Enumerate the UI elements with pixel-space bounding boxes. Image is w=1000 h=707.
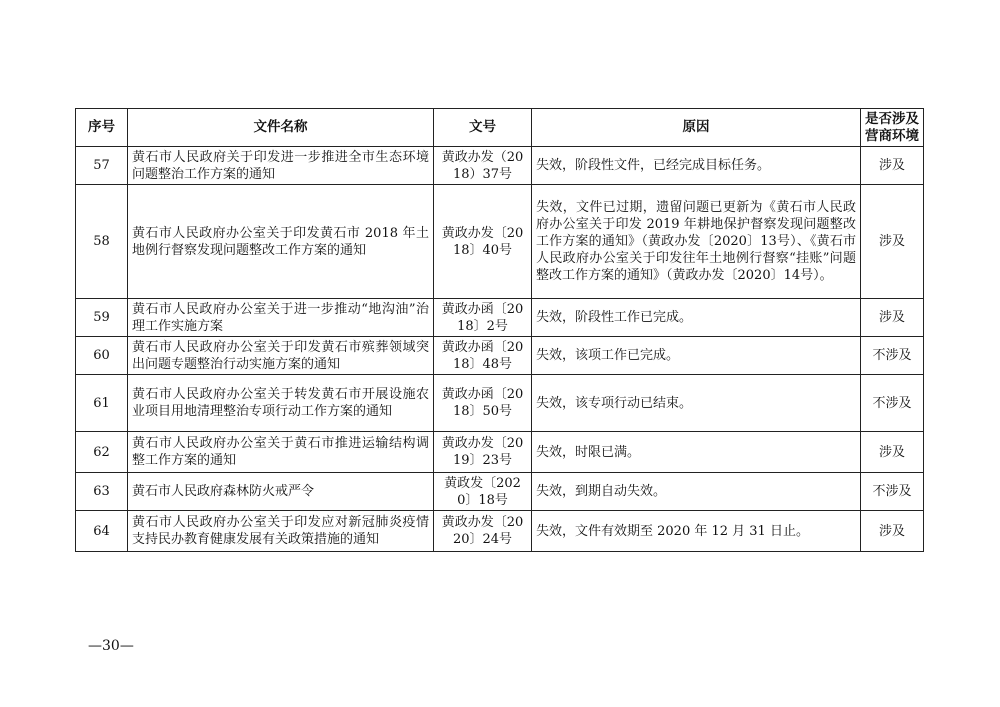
row-doc-no: 黄政办发〔2020〕24号 (434, 511, 532, 552)
row-no: 64 (76, 511, 128, 552)
table-row (76, 337, 924, 375)
document-table (75, 108, 924, 552)
row-env: 涉及 (861, 147, 924, 185)
row-reason: 失效，文件有效期至 2020 年 12 月 31 日止。 (532, 511, 861, 552)
table-row (76, 299, 924, 337)
row-env: 涉及 (861, 299, 924, 337)
header-env: 是否涉及营商环境 (861, 109, 924, 147)
row-name: 黄石市人民政府办公室关于印发应对新冠肺炎疫情支持民办教育健康发展有关政策措施的通知 (128, 511, 434, 552)
row-doc-no: 黄政办发（2018）37号 (434, 147, 532, 185)
row-no: 63 (76, 473, 128, 511)
row-name: 黄石市人民政府办公室关于进一步推动“地沟油”治理工作实施方案 (128, 299, 434, 337)
row-doc-no: 黄政办发〔2019〕23号 (434, 432, 532, 473)
row-name: 黄石市人民政府关于印发进一步推进全市生态环境问题整治工作方案的通知 (128, 147, 434, 185)
row-reason: 失效，时限已满。 (532, 432, 861, 473)
table-row (76, 375, 924, 432)
row-doc-no: 黄政办函〔2018〕2号 (434, 299, 532, 337)
row-reason: 失效，文件已过期，遗留问题已更新为《黄石市人民政府办公室关于印发 2019 年耕地保护督察发现问题整改工作方案的通知》（黄政办发〔2020〕13号）、《黄石市人民政府办公室关于印发往年土地例行督察“挂账”问题整改工作方案的通知》（黄政办发〔2020〕14号）。 (532, 185, 861, 299)
header-reason: 原因 (532, 109, 861, 147)
header-name: 文件名称 (128, 109, 434, 147)
table-row (76, 511, 924, 552)
header-no: 序号 (76, 109, 128, 147)
row-env: 不涉及 (861, 473, 924, 511)
row-no: 58 (76, 185, 128, 299)
row-no: 62 (76, 432, 128, 473)
row-env: 涉及 (861, 432, 924, 473)
header-doc-no: 文号 (434, 109, 532, 147)
page-number: —30— (88, 638, 134, 654)
row-env: 涉及 (861, 511, 924, 552)
row-reason: 失效，到期自动失效。 (532, 473, 861, 511)
row-name: 黄石市人民政府办公室关于转发黄石市开展设施农业项目用地清理整治专项行动工作方案的通知 (128, 375, 434, 432)
row-name: 黄石市人民政府办公室关于印发黄石市 2018 年土地例行督察发现问题整改工作方案的通知 (128, 185, 434, 299)
table-row (76, 432, 924, 473)
row-doc-no: 黄政办发〔2018〕40号 (434, 185, 532, 299)
table-row (76, 473, 924, 511)
table-row (76, 185, 924, 299)
row-reason: 失效，该专项行动已结束。 (532, 375, 861, 432)
row-no: 61 (76, 375, 128, 432)
table-row (76, 147, 924, 185)
row-name: 黄石市人民政府办公室关于黄石市推进运输结构调整工作方案的通知 (128, 432, 434, 473)
row-doc-no: 黄政办函〔2018〕48号 (434, 337, 532, 375)
row-name: 黄石市人民政府办公室关于印发黄石市殡葬领域突出问题专题整治行动实施方案的通知 (128, 337, 434, 375)
table-header-row (76, 109, 924, 147)
row-doc-no: 黄政发〔2020〕18号 (434, 473, 532, 511)
row-reason: 失效，该项工作已完成。 (532, 337, 861, 375)
row-no: 60 (76, 337, 128, 375)
row-name: 黄石市人民政府森林防火戒严令 (128, 473, 434, 511)
row-no: 57 (76, 147, 128, 185)
row-no: 59 (76, 299, 128, 337)
row-reason: 失效，阶段性工作已完成。 (532, 299, 861, 337)
row-env: 不涉及 (861, 375, 924, 432)
row-env: 涉及 (861, 185, 924, 299)
row-reason: 失效，阶段性文件，已经完成目标任务。 (532, 147, 861, 185)
row-env: 不涉及 (861, 337, 924, 375)
row-doc-no: 黄政办函〔2018〕50号 (434, 375, 532, 432)
